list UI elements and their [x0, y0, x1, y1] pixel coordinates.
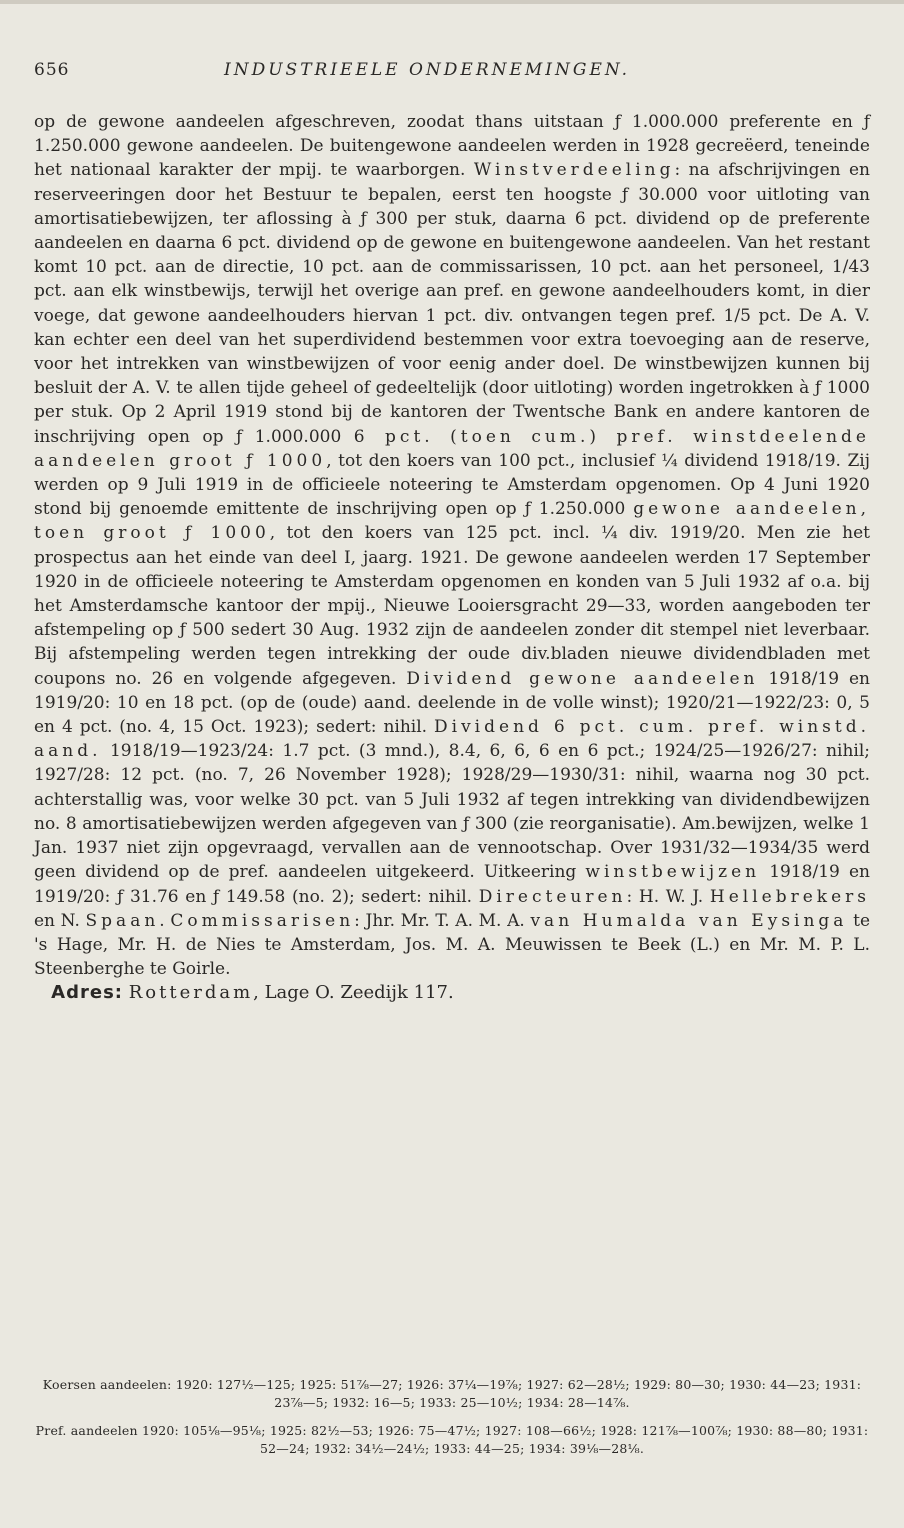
address-street: , Lage O. Zeedijk 117. — [253, 982, 454, 1004]
spaced-term: Hellebrekers — [709, 886, 870, 907]
spaced-term: Spaan — [85, 910, 160, 931]
text-run: op de gewone aandeelen afgeschreven, zoodat thans uitstaan ƒ 1.000.000 preferente en ƒ 1.250.000 gewone aandeelen. De buitengewone aandeelen werden in 1928 gecreëerd, teneinde het nationaal karakter der mpij. te waarborgen. — [34, 112, 870, 181]
text-run: 1918/19 en 1919/20: ƒ 31.76 en ƒ 149.58 (no. 2); sedert: nihil. — [34, 862, 870, 907]
spaced-term: van Humalda van Eysinga — [530, 910, 848, 931]
spaced-term: 6 pct. (toen cum.) pref. winstdeelende aandeelen groot ƒ 1000 — [34, 426, 870, 471]
spaced-term: Commissarisen — [170, 910, 355, 931]
text-run: : H. W. J. — [626, 886, 710, 907]
text-run: te 's Hage, Mr. H. de Nies te Amsterdam, Jos. M. A. Meuwissen te Beek (L.) en Mr. M. P. L. Steenberghe te Goirle. — [34, 910, 871, 980]
address-label: Adres: — [51, 982, 123, 1004]
page-top-edge — [0, 0, 904, 4]
text-run: 1918/19—1923/24: 1.7 pct. (3 mnd.), 8.4, 6, 6, 6 en 6 pct.; 1924/25—1926/27: nihil; 1927/28: 12 pct. (no. 7, 26 November 1928); 1928/29—1930/31: nihil, waarna nog 30 pct. achterstallig was, voor welke 30 pct. van 5 Juli 1932 af tegen intrekking van dividendbewijzen no. 8 amortisatiebewijzen werden afgegeven van ƒ 300 (zie reorganisatie). Am.bewijzen, welke 1 Jan. 1937 niet zijn opgevraagd, vervallen aan de vennootschap. Over 1931/32—1934/35 werd geen dividend op de pref. aandeelen uitgekeerd. Uitkeering — [34, 741, 870, 883]
quotes-preference-shares: Pref. aandeelen 1920: 105⅛—95⅛; 1925: 82½—53; 1926: 75—47½; 1927: 108—66½; 1928: 121⅞—100⅞; 1930: 88—80; 1931: 52—24; 1932: 34½—24½; 1933: 44—25; 1934: 39⅛—28⅛. — [35, 1423, 869, 1456]
text-run: : Jhr. Mr. T. A. M. A. — [354, 910, 531, 931]
running-title: INDUSTRIEELE ONDERNEMINGEN. — [224, 60, 631, 80]
quotes-ordinary-shares: Koersen aandeelen: 1920: 127½—125; 1925: 51⅞—27; 1926: 37¼—19⅞; 1927: 62—28½; 1929: 80—30; 1930: 44—23; 1931: 23⅞—5; 1932: 16—5; 1933: 25—10½; 1934: 28—14⅞. — [42, 1377, 862, 1410]
spaced-term: Dividend gewone aandeelen — [406, 668, 759, 689]
address-city: Rotterdam — [128, 982, 254, 1004]
spaced-term: Directeuren — [478, 886, 627, 907]
spaced-term: Winstverdeeling — [473, 160, 675, 181]
body-text — [34, 110, 870, 1006]
text-run: , tot den koers van 125 pct. incl. ¼ div. 1919/20. Men zie het prospectus aan het einde van deel I, jaarg. 1921. De gewone aandeelen werden 17 September 1920 in de officieele noteering te Amsterdam opgenomen en konden van 5 Juli 1932 af o.a. bij het Amsterdamsche kantoor der mpij., Nieuwe Looiersgracht 29—33, worden aangeboden ter afstempeling op ƒ 500 sedert 30 Aug. 1932 zijn de aandeelen zonder dit stempel niet leverbaar. Bij afstempeling werden tegen intrekking der oude div.bladen nieuwe dividendbladen met coupons no. 26 en volgende afgegeven. — [34, 523, 871, 689]
text-run: . — [159, 910, 171, 931]
text-run: 1918/19 en 1919/20: 10 en 18 pct. (op de (oude) aand. deelende in de volle winst); 1920/21—1922/23: 0, 5 en 4 pct. (no. 4, 15 Oct. 1923); sedert: nihil. — [34, 668, 870, 738]
address-line — [34, 981, 870, 1005]
main-paragraph — [34, 110, 870, 981]
text-run: , tot den koers van 100 pct., inclusief ¼ dividend 1918/19. Zij werden op 9 Juli 1919 in de officieele noteering te Amsterdam opgenomen. Op 4 Juni 1920 stond bij genoemde emittente de inschrijving open op ƒ 1.250.000 — [34, 450, 870, 520]
text-run: en N. — [34, 910, 86, 931]
spaced-term: gewone aandeelen, toen groot ƒ 1000 — [34, 499, 870, 544]
quotations-block — [34, 1376, 870, 1468]
text-run: : na afschrijvingen en reserveeringen door het Bestuur te bepalen, eerst ten hoogste ƒ 30.000 voor uitloting van amortisatiebewijzen, ter aflossing à ƒ 300 per stuk, daarna 6 pct. dividend op de preferente aandeelen en daarna 6 pct. dividend op de gewone en buitengewone aandeelen. Van het restant komt 10 pct. aan de directie, 10 pct. aan de commissarissen, 10 pct. aan het personeel, 1/43 pct. aan elk winstbewijs, terwijl het overige aan pref. en gewone aandeelhouders komt, in dier voege, dat gewone aandeelhouders hiervan 1 pct. div. ontvangen tegen pref. 1/5 pct. De A. V. kan echter een deel van het superdividend bestemmen voor extra toevoeging aan de reserve, voor het intrekken van winstbewijzen of voor eenig ander doel. De winstbewijzen kunnen bij besluit der A. V. te allen tijde geheel of gedeeltelijk (door uitloting) worden ingetrokken à ƒ 1000 per stuk. Op 2 April 1919 stond bij de kantoren der Twentsche Bank en andere kantoren de inschrijving open op ƒ 1.000.000 — [34, 160, 870, 447]
page-header — [34, 60, 870, 86]
page-number: 656 — [34, 60, 70, 80]
spaced-term: winstbewijzen — [585, 862, 761, 883]
spaced-term: Dividend 6 pct. cum. pref. winstd. aand. — [34, 717, 870, 762]
